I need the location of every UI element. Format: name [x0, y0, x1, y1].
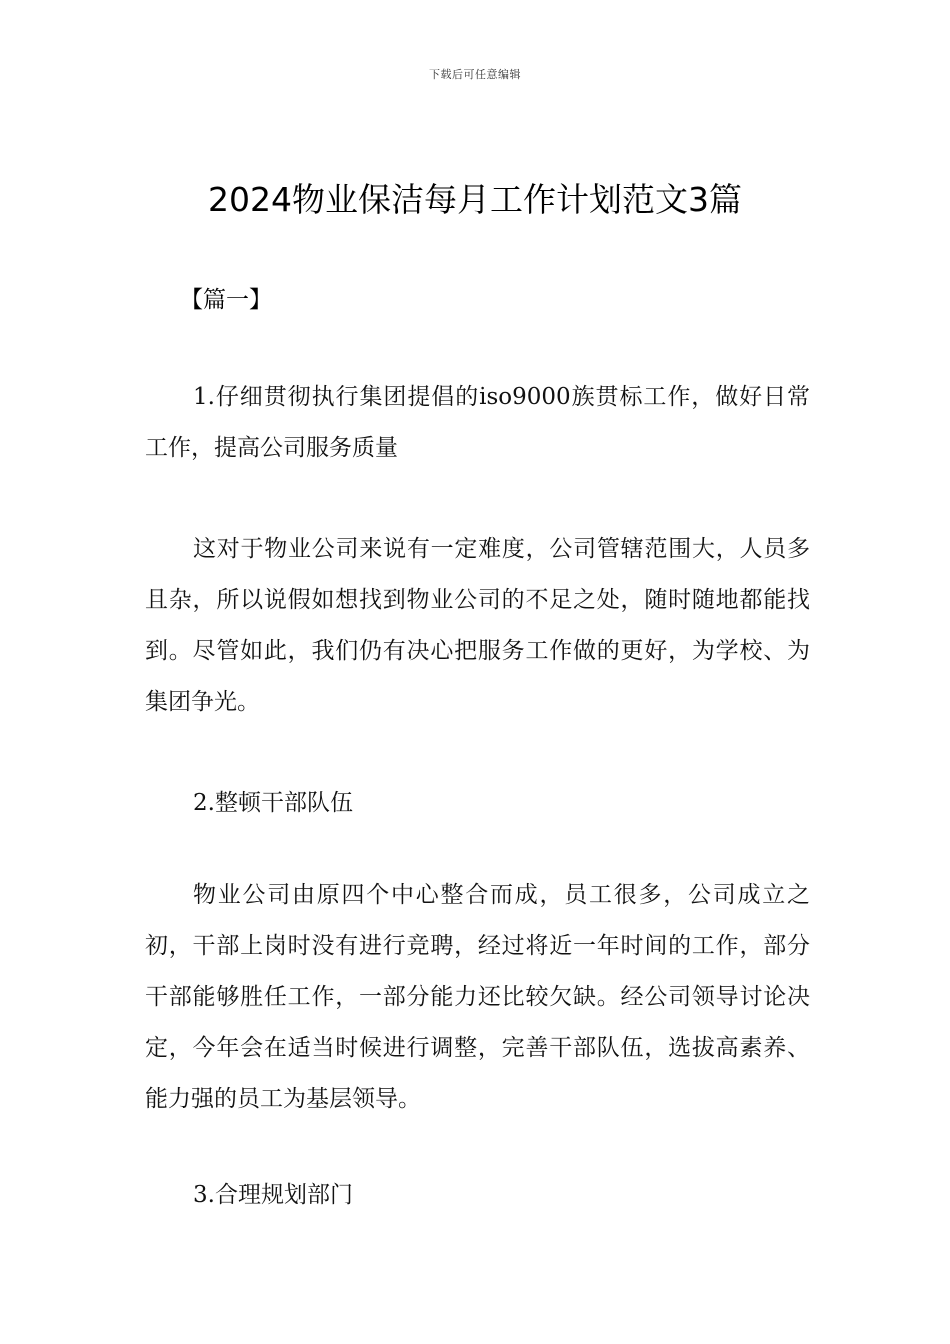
section-label: 【篇一】 [180, 287, 272, 313]
paragraph-item-1: 1.仔细贯彻执行集团提倡的iso9000族贯标工作，做好日常工作，提高公司服务质量 [145, 384, 810, 461]
paragraph-body-2: 物业公司由原四个中心整合而成，员工很多，公司成立之初，干部上岗时没有进行竞聘，经过将近一年时间的工作，部分干部能够胜任工作，一部分能力还比较欠缺。经公司领导讨论决定，今年会在适当时候进行调整，完善干部队伍，选拔高素养、能力强的员工为基层领导。 [145, 882, 810, 1112]
paragraph-body-1: 这对于物业公司来说有一定难度，公司管辖范围大，人员多且杂，所以说假如想找到物业公司的不足之处，随时随地都能找到。尽管如此，我们仍有决心把服务工作做的更好，为学校、为集团争光。 [145, 536, 810, 715]
header-note: 下载后可任意编辑 [429, 68, 521, 81]
document-title: 2024物业保洁每月工作计划范文3篇 [208, 180, 742, 219]
paragraph-item-2: 2.整顿干部队伍 [193, 790, 353, 816]
paragraph-item-3: 3.合理规划部门 [193, 1182, 353, 1208]
